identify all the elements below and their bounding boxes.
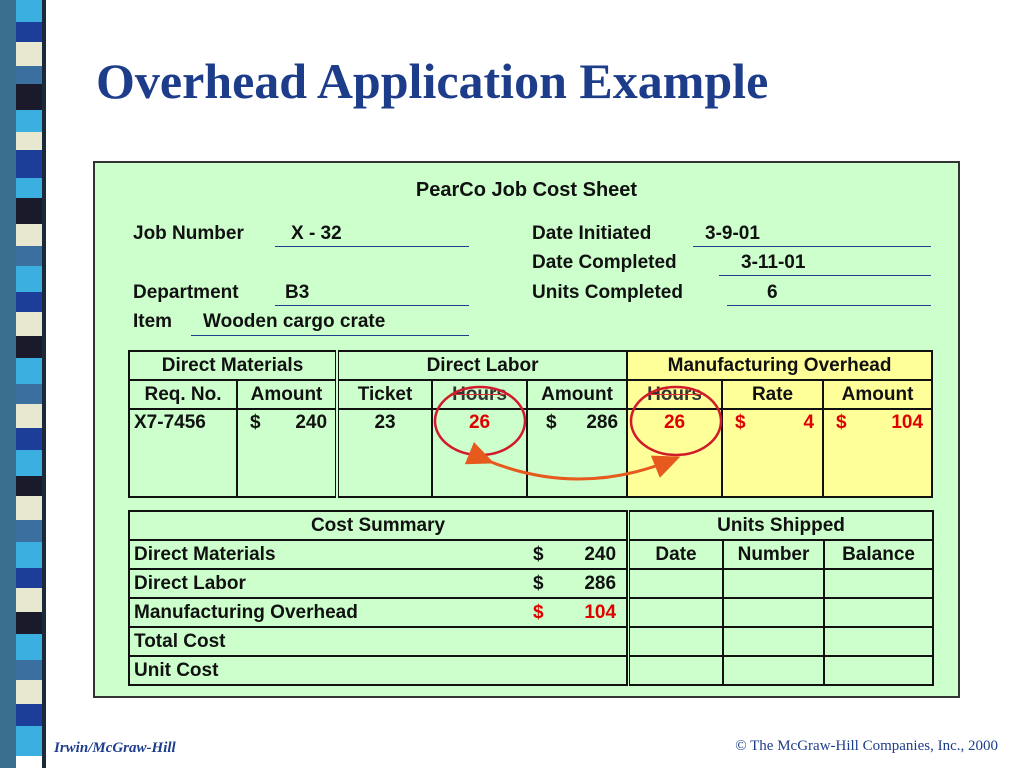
date-initiated-label: Date Initiated [532, 223, 652, 244]
dl-amount-cell [527, 409, 627, 497]
units-shipped-title: Units Shipped [628, 511, 933, 540]
table-row [628, 627, 933, 656]
group-direct-materials: Direct Materials [129, 351, 337, 380]
summary-symbol-manufacturing-overhead: $ [533, 601, 544, 623]
table-row [628, 656, 933, 685]
col-shipped-balance: Balance [824, 540, 933, 569]
date-initiated-underline [693, 246, 931, 247]
department-underline [275, 305, 469, 306]
oh-amount-symbol: $ [836, 412, 847, 433]
col-dm-amount: Amount [237, 380, 337, 409]
summary-symbol-direct-labor: $ [533, 572, 544, 594]
group-direct-labor: Direct Labor [337, 351, 627, 380]
table-row [129, 569, 627, 598]
item-value: Wooden cargo crate [203, 311, 386, 332]
col-dl-hours: Hours [432, 380, 527, 409]
oh-amount-cell [823, 409, 932, 497]
table-row [628, 598, 933, 627]
department-value: B3 [285, 282, 310, 303]
units-completed-value: 6 [767, 282, 778, 303]
cost-summary-header-row [129, 511, 627, 540]
cost-detail-table [128, 350, 933, 498]
col-req-no: Req. No. [129, 380, 237, 409]
group-manufacturing-overhead: Manufacturing Overhead [627, 351, 932, 380]
summary-label-direct-materials: Direct Materials [129, 540, 529, 569]
summary-label-total-cost: Total Cost [129, 627, 529, 656]
summary-value-direct-labor: 286 [584, 572, 617, 594]
table-row [628, 569, 933, 598]
units-shipped-table [626, 510, 934, 686]
oh-hours-cell: 26 [627, 409, 722, 497]
table-row [129, 656, 627, 685]
summary-label-direct-labor: Direct Labor [129, 569, 529, 598]
units-shipped-column-row [628, 540, 933, 569]
rate-value: 4 [803, 412, 815, 433]
date-completed-value: 3-11-01 [741, 252, 806, 273]
units-completed-underline [727, 305, 931, 306]
date-initiated-value: 3-9-01 [705, 223, 760, 244]
cost-summary-title: Cost Summary [129, 511, 627, 540]
column-header-row [129, 380, 932, 409]
rate-cell [722, 409, 823, 497]
table-row [129, 627, 627, 656]
job-number-label: Job Number [133, 223, 244, 244]
group-header-row [129, 351, 932, 380]
department-label: Department [133, 282, 239, 303]
table-row [129, 409, 932, 497]
col-oh-amount: Amount [823, 380, 932, 409]
dm-amount-cell [237, 409, 337, 497]
units-completed-label: Units Completed [532, 282, 683, 303]
req-no-cell: X7-7456 [129, 409, 237, 497]
summary-label-unit-cost: Unit Cost [129, 656, 529, 685]
table-row [129, 598, 627, 627]
units-shipped-header-row [628, 511, 933, 540]
summary-label-manufacturing-overhead: Manufacturing Overhead [129, 598, 529, 627]
footer-copyright: © The McGraw-Hill Companies, Inc., 2000 [735, 738, 998, 754]
summary-value-direct-materials: 240 [584, 543, 617, 565]
dl-amount-symbol: $ [546, 412, 557, 433]
col-ticket: Ticket [337, 380, 432, 409]
item-label: Item [133, 311, 173, 332]
summary-value-manufacturing-overhead: 104 [584, 601, 617, 623]
decorative-strip [0, 0, 46, 768]
col-oh-hours: Hours [627, 380, 722, 409]
footer-publisher: Irwin/McGraw-Hill [54, 740, 176, 756]
ticket-cell: 23 [337, 409, 432, 497]
job-number-value: X - 32 [291, 223, 342, 244]
item-underline [191, 335, 469, 336]
dm-amount-value: 240 [295, 412, 328, 433]
cost-summary-table [128, 510, 628, 686]
date-completed-label: Date Completed [532, 252, 677, 273]
col-rate: Rate [722, 380, 823, 409]
summary-symbol-direct-materials: $ [533, 543, 544, 565]
job-number-underline [275, 246, 469, 247]
job-cost-sheet [93, 161, 960, 698]
dl-amount-value: 286 [586, 412, 619, 433]
oh-amount-value: 104 [891, 412, 924, 433]
sheet-title: PearCo Job Cost Sheet [415, 179, 638, 201]
col-shipped-date: Date [628, 540, 723, 569]
dm-amount-symbol: $ [250, 412, 261, 433]
slide-title: Overhead Application Example [96, 53, 769, 109]
col-dl-amount: Amount [527, 380, 627, 409]
rate-symbol: $ [735, 412, 746, 433]
date-completed-underline [719, 275, 931, 276]
col-shipped-number: Number [723, 540, 824, 569]
dl-hours-cell: 26 [432, 409, 527, 497]
table-row [129, 540, 627, 569]
